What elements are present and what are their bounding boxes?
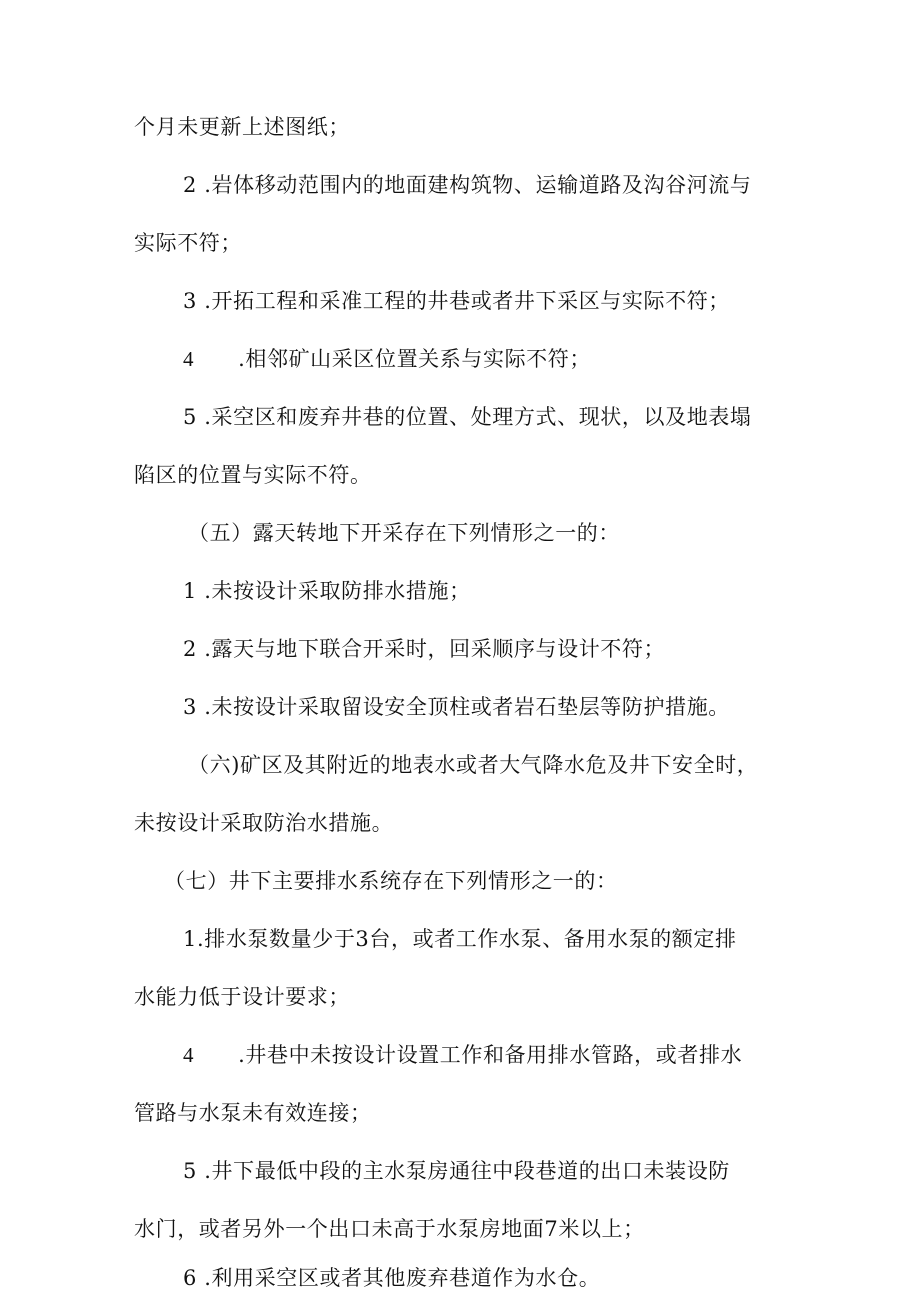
text-line xyxy=(134,1026,794,1084)
text-line: 1.排水泵数量少于3台，或者工作水泵、备用水泵的额定排 xyxy=(183,927,737,951)
paragraph-continuation xyxy=(134,98,794,156)
text-line: 3 .未按设计采取留设安全顶柱或者岩石垫层等防护措施。 xyxy=(183,695,730,719)
paragraph-item-1 xyxy=(134,562,794,620)
text-line: 6 .利用采空区或者其他废弃巷道作为水仓。 xyxy=(183,1266,601,1290)
text-line: 管路与水泵未有效连接； xyxy=(134,1101,372,1125)
paragraph-item-3 xyxy=(134,272,794,330)
text-line: 水门，或者另外一个出口未高于水泵房地面7米以上； xyxy=(134,1217,645,1241)
text-line: 水能力低于设计要求； xyxy=(134,985,350,1009)
text-line: 5 .井下最低中段的主水泵房通往中段巷道的出口未装设防 xyxy=(183,1159,730,1183)
text-line: 5 .采空区和废弃井巷的位置、处理方式、现状，以及地表塌 xyxy=(183,405,752,429)
item-text: .井巷中未按设计设置工作和备用排水管路，或者排水 xyxy=(238,1043,743,1067)
paragraph-item-2 xyxy=(134,156,794,272)
section-heading-5 xyxy=(134,504,794,562)
item-number: 4 xyxy=(183,347,195,371)
text-line: 2 .岩体移动范围内的地面建构筑物、运输道路及沟谷河流与 xyxy=(183,173,752,197)
text-line: 个月未更新上述图纸； xyxy=(134,115,350,139)
paragraph-item-4 xyxy=(134,330,794,388)
paragraph-item-3b xyxy=(134,678,794,736)
text-line: （七）井下主要排水系统存在下列情形之一的： xyxy=(164,869,618,893)
text-line: 实际不符； xyxy=(134,231,242,255)
text-line: 陷区的位置与实际不符。 xyxy=(134,463,372,487)
item-number: 4 xyxy=(183,1043,195,1067)
paragraph-item-1b xyxy=(134,910,794,1026)
text-line: （六)矿区及其附近的地表水或者大气降水危及井下安全时， xyxy=(188,753,759,777)
text-line: 1 .未按设计采取防排水措施； xyxy=(183,579,471,603)
paragraph-item-5 xyxy=(134,388,794,504)
text-line: 3 .开拓工程和采准工程的井巷或者井下采区与实际不符； xyxy=(183,289,730,313)
section-heading-6 xyxy=(134,736,794,852)
paragraph-item-5b xyxy=(134,1142,794,1258)
text-line: 未按设计采取防治水措施。 xyxy=(134,811,394,835)
text-line xyxy=(134,330,794,388)
text-line: 2 .露天与地下联合开采时，回采顺序与设计不符； xyxy=(183,637,666,661)
paragraph-item-2b xyxy=(134,620,794,678)
section-heading-7 xyxy=(134,852,794,910)
item-text: .相邻矿山采区位置关系与实际不符； xyxy=(238,347,591,371)
paragraph-item-6 xyxy=(134,1258,794,1298)
paragraph-item-4b xyxy=(134,1026,794,1142)
text-line: （五）露天转地下开采存在下列情形之一的： xyxy=(188,521,620,545)
